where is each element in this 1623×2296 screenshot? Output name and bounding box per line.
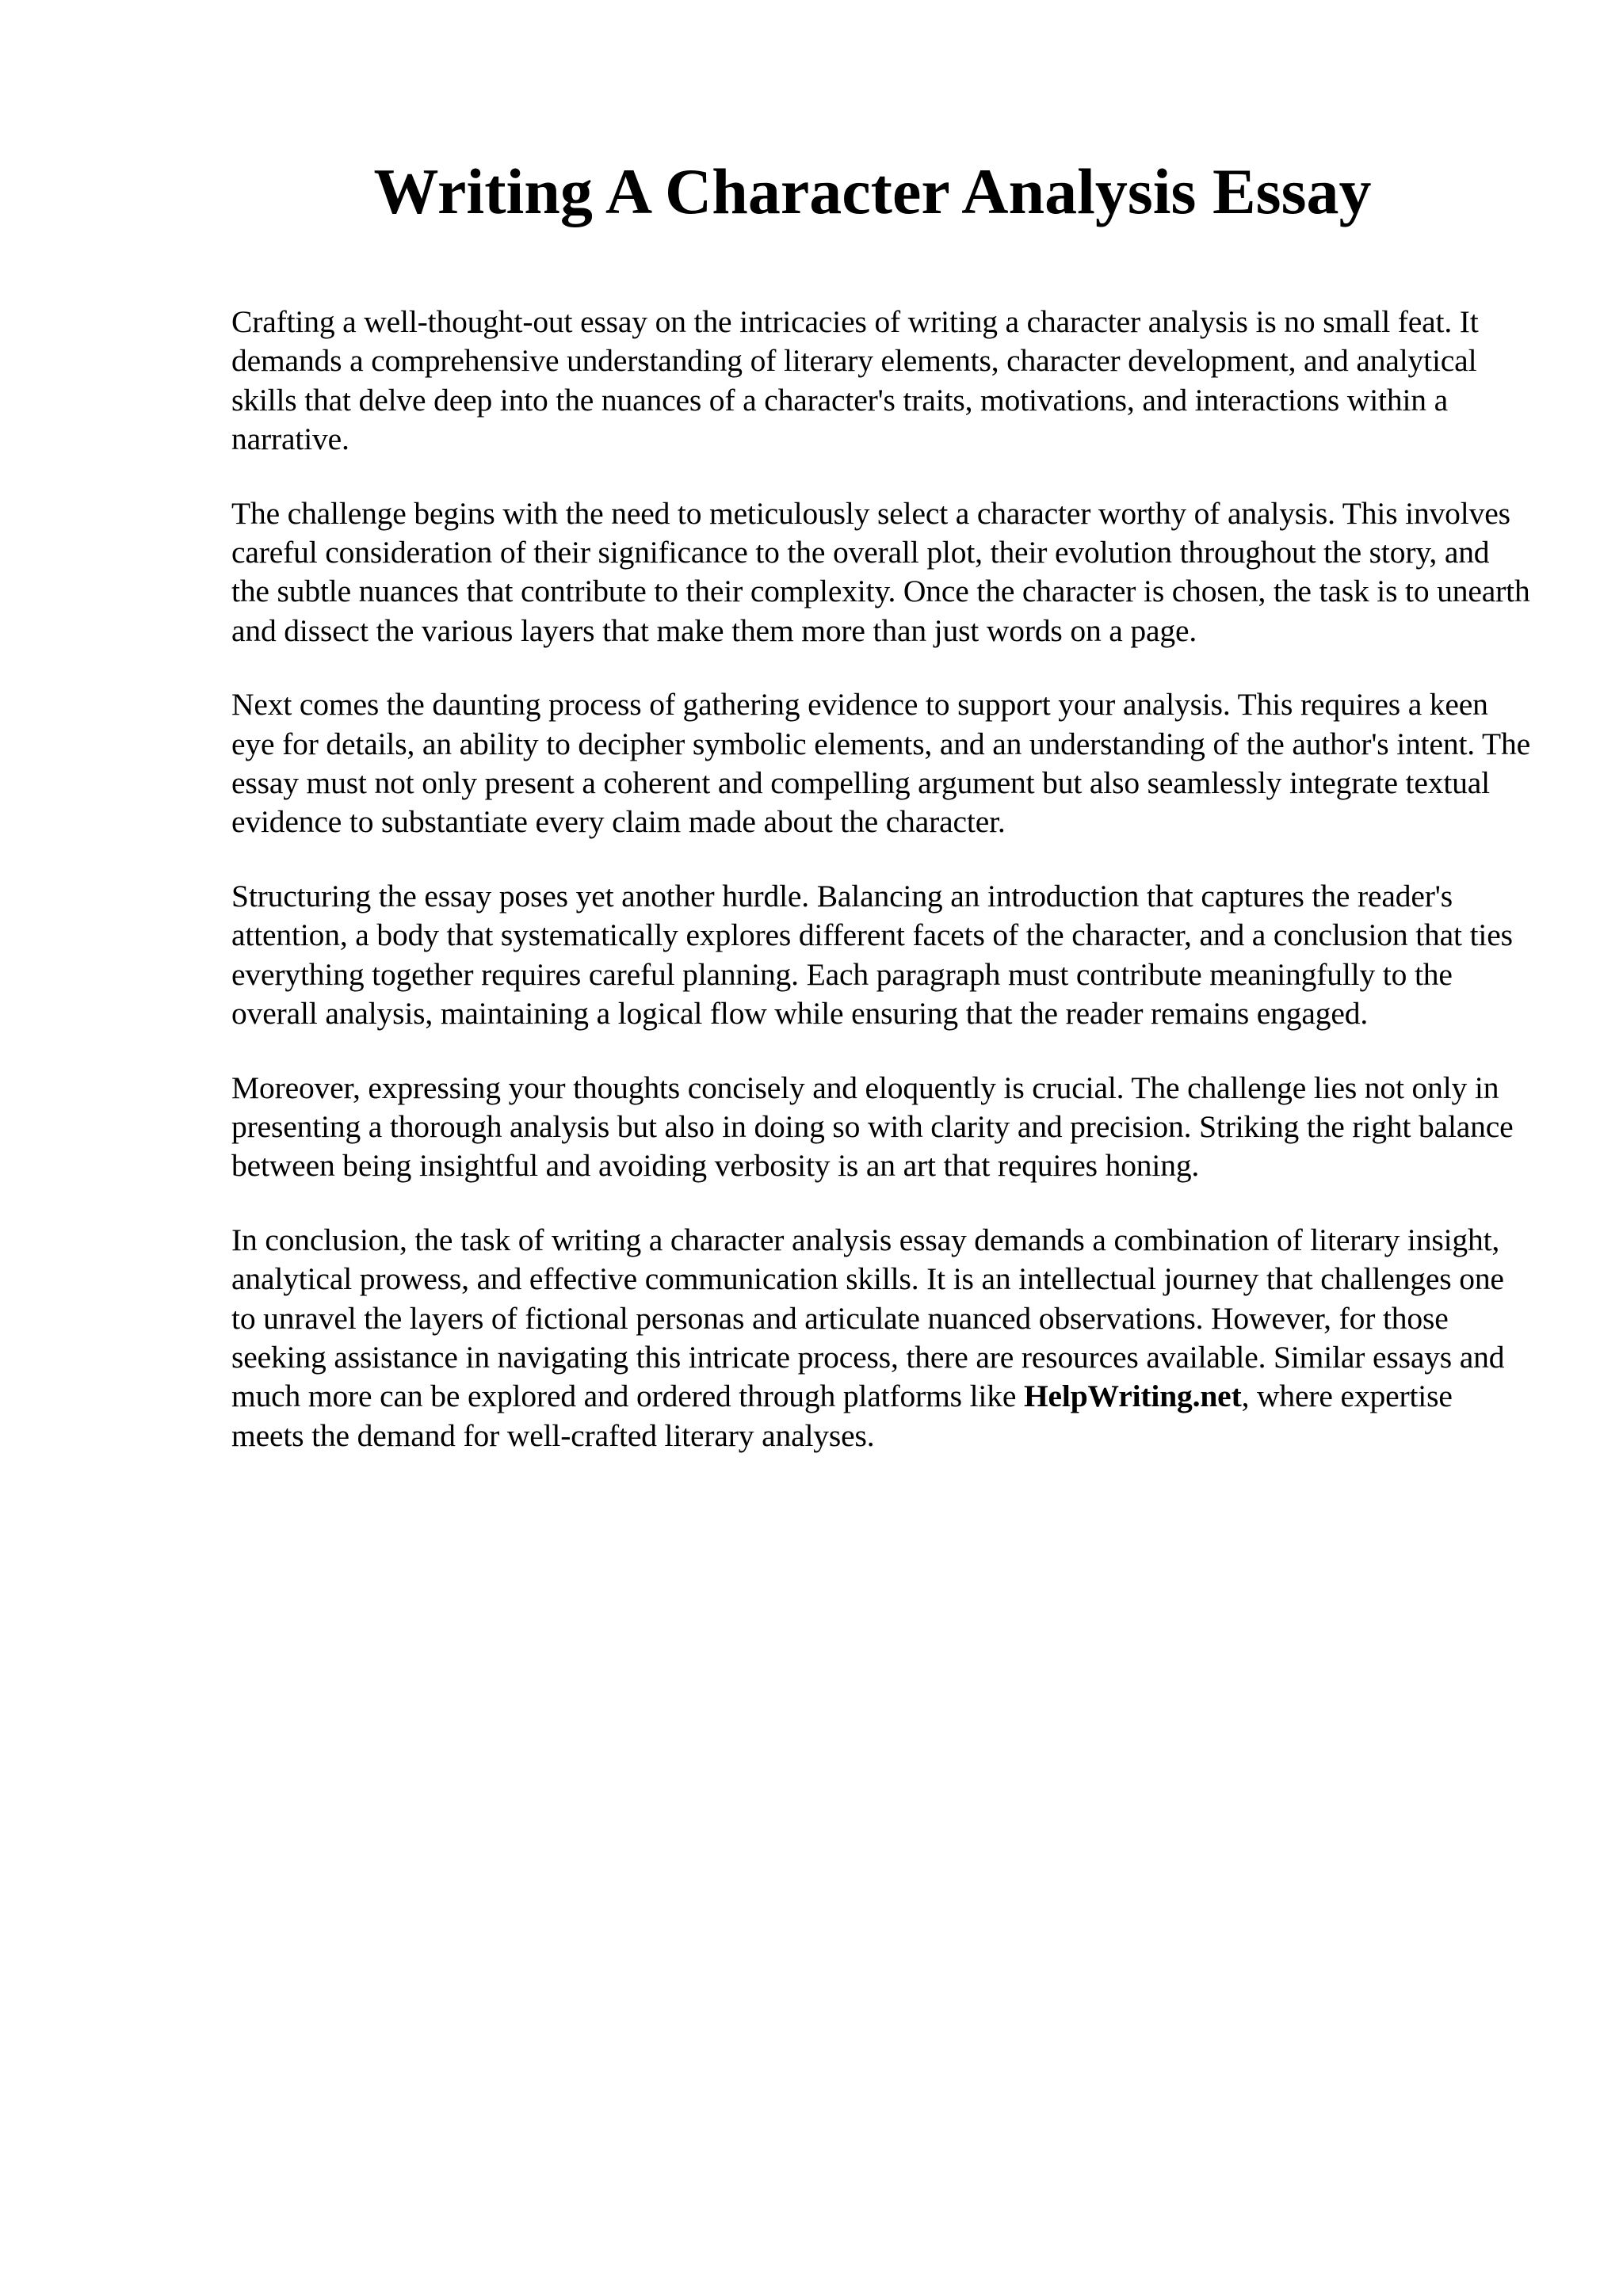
document-title: Writing A Character Analysis Essay	[373, 155, 1372, 227]
conclusion-text-before: In conclusion, the task of writing a character analysis essay demands a combination of literary insight, analytical prowess, and effective communication skills. It is an intellectual journey that challenges one to unravel the layers of fictional personas and articulate nuanced observations. However, for those seeking assistance in navigating this intricate process, there are resources available. Similar essays and much more can be explored and ordered through platforms like	[231, 1222, 1505, 1414]
conclusion-text-after: , where expertise meets the demand for well-crafted literary analyses.	[231, 1379, 1453, 1453]
brand-name: HelpWriting.net	[1023, 1379, 1242, 1414]
paragraph-intro: Crafting a well-thought-out essay on the intricacies of writing a character analysis is no small feat. It demands a comprehensive understanding of literary elements, character development, and analytical skills that delve deep into the nuances of a character's traits, motivations, and interactions within a narrative.	[231, 304, 1479, 457]
document-body	[231, 303, 1531, 1455]
paragraph-expression: Moreover, expressing your thoughts concisely and eloquently is crucial. The challenge lies not only in presenting a thorough analysis but also in doing so with clarity and precision. Striking the right balance between being insightful and avoiding verbosity is an art that requires honing.	[231, 1070, 1514, 1184]
paragraph-gathering-evidence: Next comes the daunting process of gathering evidence to support your analysis. This requires a keen eye for details, an ability to decipher symbolic elements, and an understanding of the author's intent. The essay must not only present a coherent and compelling argument but also seamlessly integrate textual evidence to substantiate every claim made about the character.	[231, 687, 1530, 840]
paragraph-conclusion	[231, 1221, 1531, 1455]
paragraph-structuring: Structuring the essay poses yet another hurdle. Balancing an introduction that captures the reader's attention, a body that systematically explores different facets of the character, and a conclusion that ties everything together requires careful planning. Each paragraph must contribute meaningfully to the overall analysis, maintaining a logical flow while ensuring that the reader remains engaged.	[231, 878, 1513, 1032]
paragraph-character-selection: The challenge begins with the need to meticulously select a character worthy of analysis. This involves careful consideration of their significance to the overall plot, their evolution throughout the story, and the subtle nuances that contribute to their complexity. Once the character is chosen, the task is to unearth and dissect the various layers that make them more than just words on a page.	[231, 495, 1530, 648]
